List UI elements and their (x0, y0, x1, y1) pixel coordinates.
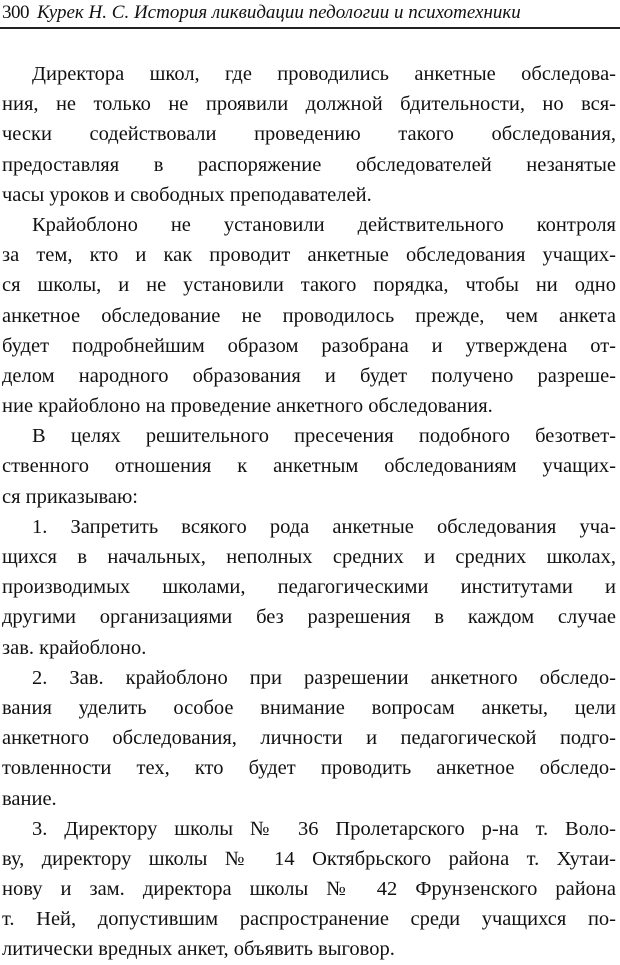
text-line: ственного отношения к анкетным обследованиям учащих- (2, 455, 616, 478)
text-line: ния, не только не проявили должной бдительности, но вся- (2, 93, 616, 116)
text-line: анкетное обследование не проводилось прежде, чем анкета (2, 304, 616, 327)
text-line: В целях решительного пресечения подобного безответ- (32, 425, 616, 448)
running-title: Курек Н. С. История ликвидации педологии и психотехники (37, 2, 521, 23)
text-line: ся школы, и не установили такого порядка, чтобы ни одно (2, 274, 616, 297)
text-line: щихся в начальных, неполных средних и средних школах, (2, 546, 616, 568)
body-text (2, 59, 616, 965)
text-line: т. Ней, допустившим распространение среди учащихся по- (2, 908, 616, 931)
text-line: 1. Запретить всякого рода анкетные обследования уча- (32, 515, 616, 538)
text-line: ся приказываю: (2, 485, 138, 508)
text-line: товленности тех, кто будет проводить анкетное обследо- (2, 757, 616, 780)
text-line: за тем, кто и как проводит анкетные обследования учащих- (2, 244, 616, 267)
text-line: вания уделить особое внимание вопросам анкеты, цели (2, 696, 616, 719)
header-rule (0, 27, 620, 29)
text-line: зав. крайоблоно. (2, 636, 147, 659)
text-line: ние крайоблоно на проведение анкетного обследования. (2, 395, 493, 418)
text-line: литически вредных анкет, объявить выговор. (2, 938, 395, 961)
text-line: делом народного образования и будет получено разреше- (2, 364, 616, 387)
page-number: 300 (2, 2, 29, 23)
text-line: 3. Директору школы № 36 Пролетарского р-на т. Воло- (32, 817, 616, 840)
text-line: Крайоблоно не установили действительного контроля (32, 213, 616, 236)
text-line: будет подробнейшим образом разобрана и утверждена от- (2, 334, 616, 357)
text-line: анкетного обследования, личности и педагогической подго- (2, 727, 616, 750)
text-line: предоставляя в распоряжение обследователей незанятые (2, 153, 616, 176)
paragraph (2, 663, 616, 814)
running-head (2, 0, 618, 26)
text-line: производимых школами, педагогическими институтами и (2, 576, 616, 599)
paragraph (2, 512, 616, 663)
text-line: нову и зам. директора школы № 42 Фрунзенского района (2, 878, 616, 901)
paragraph (2, 59, 616, 210)
text-line: ву, директору школы № 14 Октябрьского района т. Хутаи- (2, 847, 616, 870)
text-line: Директора школ, где проводились анкетные обследова- (32, 63, 616, 85)
text-line: 2. Зав. крайоблоно при разрешении анкетного обследо- (32, 666, 616, 689)
paragraph (2, 421, 616, 512)
text-line: чески содействовали проведению такого обследования, (2, 123, 616, 146)
text-line: часы уроков и свободных преподавателей. (2, 183, 372, 206)
text-line: другими организациями без разрешения в каждом случае (2, 606, 616, 629)
text-line: вание. (2, 787, 57, 810)
paragraph (2, 210, 616, 421)
paragraph (2, 814, 616, 965)
